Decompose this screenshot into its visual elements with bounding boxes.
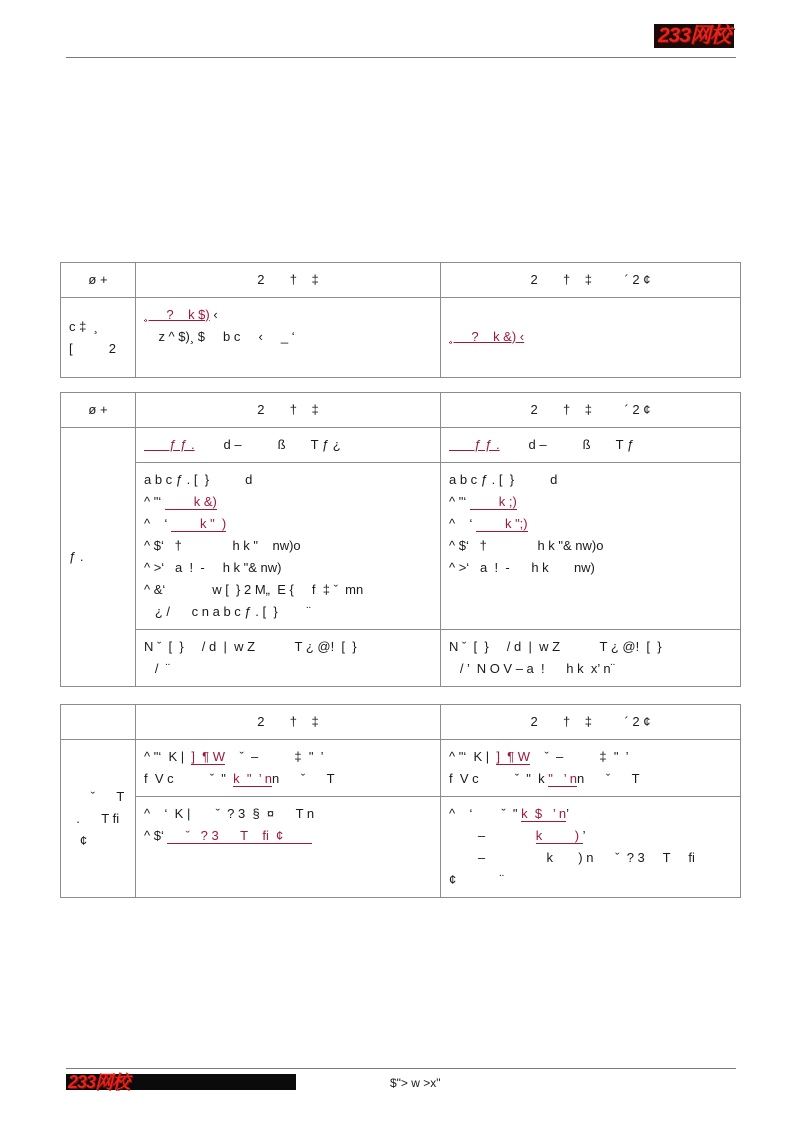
table-row [61, 463, 741, 630]
table-row [61, 428, 741, 463]
footer-rule [66, 1068, 736, 1069]
table-cell [136, 630, 441, 687]
cell-text: ^ ‘ K | ˇ ? 3 § ¤ T n [144, 806, 315, 821]
table-header-cell: ø + [61, 263, 136, 298]
table-cell [441, 630, 741, 687]
cell-text: ˇ – ‡ " ’ [530, 749, 629, 764]
cell-text: f V c ˇ " [144, 771, 234, 786]
cell-text: – [449, 828, 536, 843]
underlined-text: ] ¶ W [191, 749, 226, 764]
cell-text: / ’ N O V – a ! h k x’ n¨ [449, 661, 615, 676]
table-header-cell: 2 † ‡ [136, 705, 441, 740]
cell-text: ^ ‘ [144, 516, 172, 531]
cell-text: ^ $‘ † h k "& nw)o [449, 538, 604, 553]
comparison-table-2 [60, 392, 741, 687]
table-cell [136, 428, 441, 463]
cell-text: ^ "‘ [144, 494, 165, 509]
cell-text: ^ "‘ [449, 494, 470, 509]
cell-text: ˇ – ‡ " ’ [225, 749, 324, 764]
underlined-text: ƒ ƒ . [449, 437, 500, 452]
cell-text: N ˇ [ } / d | w Z T ¿ @! [ } [449, 639, 662, 654]
table-cell [441, 298, 741, 378]
cell-text: a b c ƒ . [ } d [144, 472, 253, 487]
cell-text: ^ "‘ K | [449, 749, 497, 764]
table-cell [136, 740, 441, 797]
cell-text: N ˇ [ } / d | w Z T ¿ @! [ } [144, 639, 357, 654]
cell-text: ’ [566, 806, 570, 821]
cell-text: ^ >‘ a ! - h k nw) [449, 560, 595, 575]
footer-logo: 233网校 [68, 1072, 130, 1092]
table-header-row [61, 393, 741, 428]
cell-text: ^ "‘ K | [144, 749, 192, 764]
cell-text: / ¨ [144, 661, 170, 676]
cell-text: d – ß T ƒ ¿ [194, 437, 341, 452]
cell-text: – k ) n ˇ ? 3 T fi [449, 850, 695, 865]
table-cell [441, 463, 741, 630]
cell-text: a b c ƒ . [ } d [449, 472, 558, 487]
table-cell [136, 797, 441, 898]
cell-text: ‹ [209, 307, 218, 322]
table-row [61, 740, 741, 797]
table-row [61, 797, 741, 898]
underlined-text: ¸ ? k $) [144, 307, 210, 322]
table-header-row [61, 705, 741, 740]
underlined-text: k " ’ n [233, 771, 272, 786]
comparison-table-1 [60, 262, 741, 378]
table-header-cell: 2 † ‡ [136, 393, 441, 428]
cell-text: d – ß T ƒ [499, 437, 635, 452]
table-cell [441, 740, 741, 797]
underlined-text: k ;) [469, 494, 517, 509]
row-label: ƒ . [61, 428, 136, 687]
row-label: c ‡ ¸ [ 2 [61, 298, 136, 378]
cell-text: n ˇ T [271, 771, 335, 786]
table-header-cell: 2 † ‡ ´ 2 ¢ [441, 393, 741, 428]
cell-text: ^ $‘ [144, 828, 168, 843]
header-logo: 233网校 [654, 24, 734, 48]
table-row [61, 630, 741, 687]
table-header-cell: 2 † ‡ ´ 2 ¢ [441, 705, 741, 740]
cell-text: f V c ˇ " k [449, 771, 549, 786]
underlined-text: k ) [535, 828, 583, 843]
table-header-row [61, 263, 741, 298]
table-header-cell: 2 † ‡ [136, 263, 441, 298]
table-cell [136, 298, 441, 378]
underlined-text: k &) [164, 494, 217, 509]
cell-text: ^ &‘ w [ } 2 M„ E { f ‡ ˇ mn [144, 582, 364, 597]
header-rule [66, 57, 736, 58]
cell-text: z ^ $)¸ $ b c ‹ _ ‘ [144, 329, 295, 344]
cell-text: ^ ‘ [449, 516, 477, 531]
underlined-text: ¸ ? k &) ‹ [449, 329, 525, 344]
comparison-table-3 [60, 704, 741, 898]
table-cell [441, 797, 741, 898]
table-header-cell [61, 705, 136, 740]
page-number: $"> w >x" [390, 1076, 441, 1090]
row-label: ˇ T . T fi ¢ [61, 740, 136, 898]
underlined-text: k ";) [476, 516, 528, 531]
table-cell [441, 428, 741, 463]
underlined-text: ] ¶ W [496, 749, 531, 764]
cell-text: ^ >‘ a ! - h k "& nw) [144, 560, 282, 575]
underlined-text: ƒ ƒ . [144, 437, 195, 452]
cell-text: ’ [582, 828, 586, 843]
underlined-text: k " ) [171, 516, 227, 531]
cell-text: ^ $‘ † h k " nw)o [144, 538, 301, 553]
underlined-text: ˇ ? 3 T fi ¢ [167, 828, 313, 843]
table-cell [136, 463, 441, 630]
underlined-text: k $ ’ n [521, 806, 567, 821]
table-header-cell: ø + [61, 393, 136, 428]
table-row [61, 298, 741, 378]
cell-text: n ˇ T [576, 771, 640, 786]
underlined-text: " ’ n [548, 771, 577, 786]
cell-text: ¢ ¨ [449, 872, 504, 887]
table-header-cell: 2 † ‡ ´ 2 ¢ [441, 263, 741, 298]
cell-text: ¿ / c n a b c ƒ . [ } ¨ [144, 604, 311, 619]
cell-text: ^ ‘ ˇ " [449, 806, 522, 821]
